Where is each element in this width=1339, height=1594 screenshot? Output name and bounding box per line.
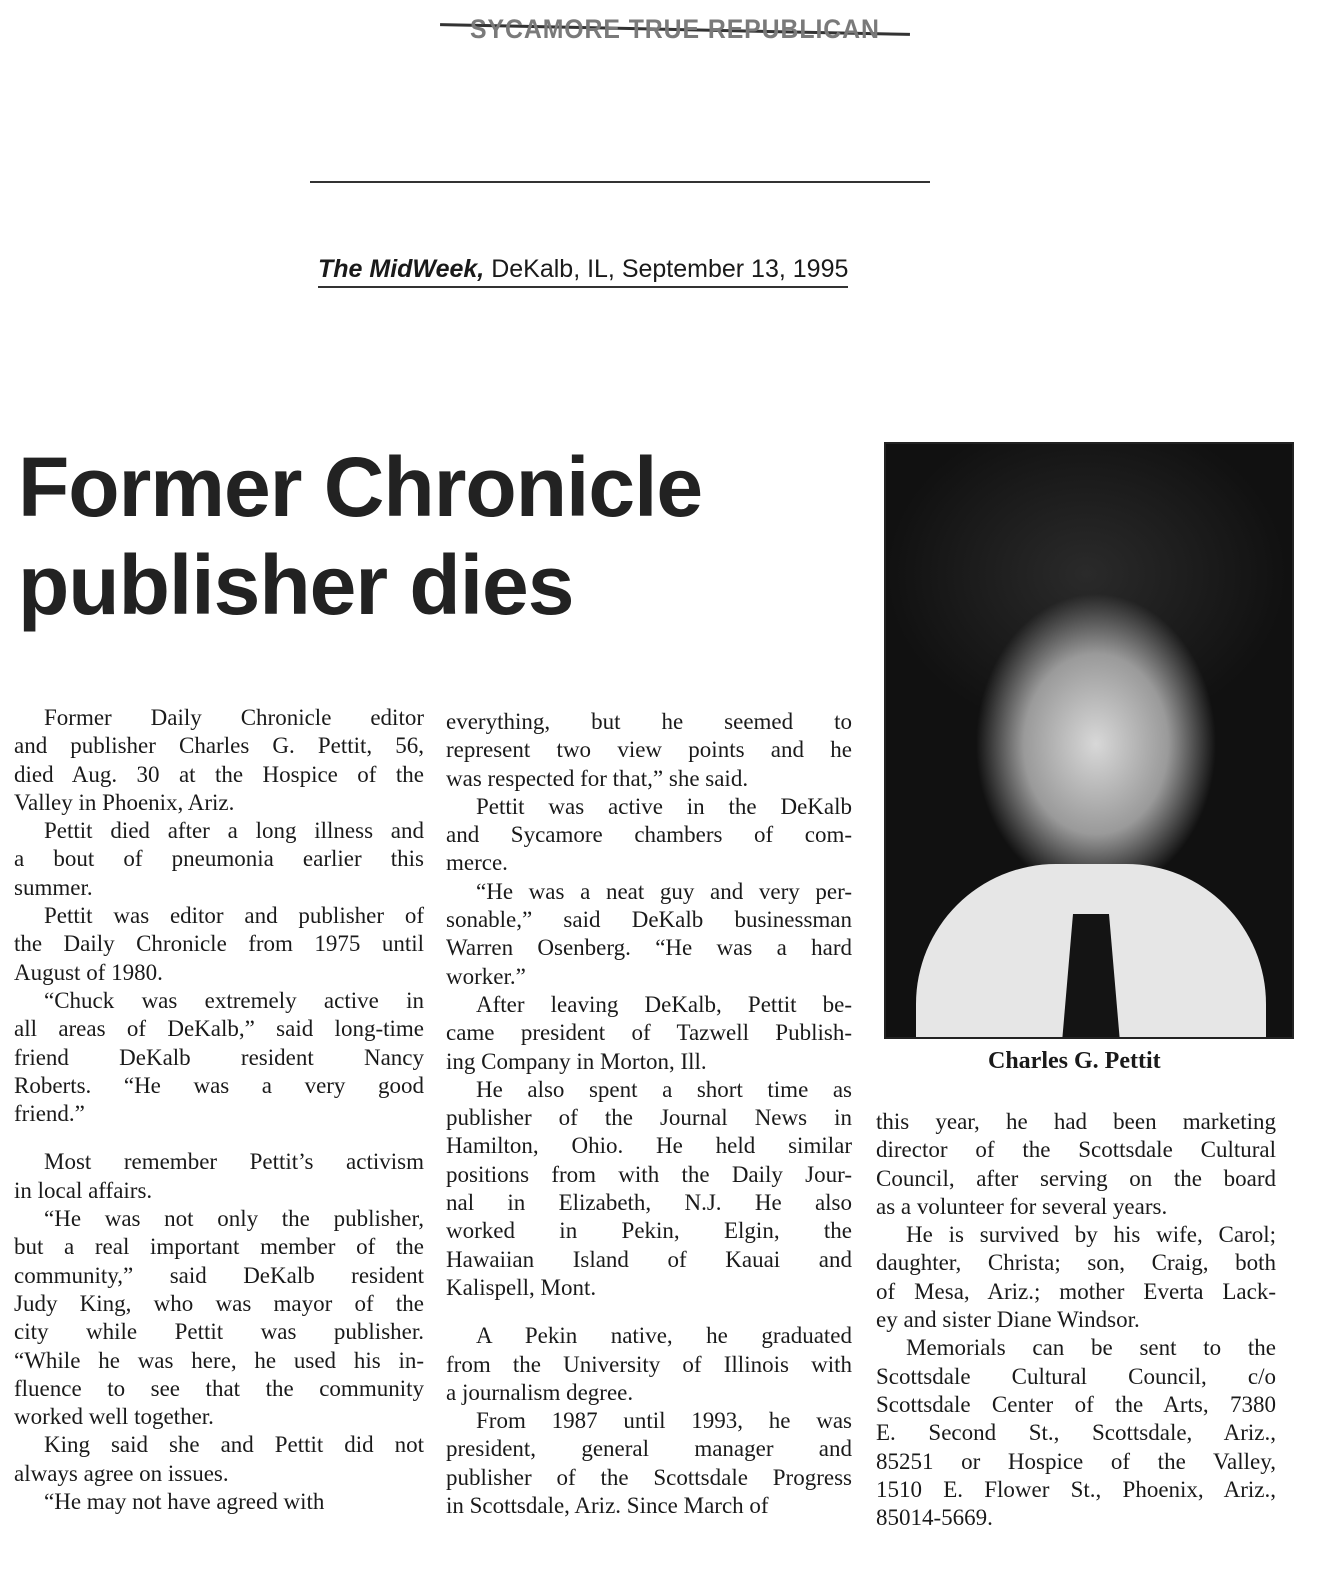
text-line: Roberts. “He was a very good	[14, 1072, 424, 1098]
paragraph	[876, 1221, 1276, 1334]
headline	[18, 438, 702, 634]
portrait-photo	[884, 442, 1294, 1039]
text-line: “He was not only the publisher,	[44, 1206, 424, 1232]
dateline-place-date: DeKalb, IL, September 13, 1995	[484, 255, 849, 283]
text-line: Scottsdale Center of the Arts, 7380	[876, 1391, 1276, 1417]
text-line: fluence to see that the community	[14, 1375, 424, 1401]
text-line: in local affairs.	[14, 1177, 153, 1203]
text-line: August of 1980.	[14, 959, 163, 985]
headline-line: Former Chronicle	[18, 440, 703, 534]
text-line: 85251 or Hospice of the Valley,	[876, 1448, 1276, 1474]
text-line: in Scottsdale, Ariz. Since March of	[446, 1493, 769, 1519]
text-line: Pettit was editor and publisher of	[44, 903, 424, 929]
paragraph	[446, 793, 852, 878]
text-line: a bout of pneumonia earlier this	[14, 846, 424, 872]
text-line: worked in Pekin, Elgin, the	[446, 1218, 852, 1244]
headline-line: publisher dies	[18, 538, 574, 632]
text-line: sonable,” said DeKalb businessman	[446, 907, 852, 933]
text-line: publisher of the Journal News in	[446, 1105, 852, 1131]
text-line: Warren Osenberg. “He was a hard	[446, 935, 852, 961]
photo-caption: Charles G. Pettit	[988, 1048, 1161, 1074]
text-line: A Pekin native, he graduated	[476, 1323, 852, 1349]
text-line: E. Second St., Scottsdale, Ariz.,	[876, 1420, 1276, 1446]
text-line: From 1987 until 1993, he was	[476, 1408, 852, 1434]
text-line: Valley in Phoenix, Ariz.	[14, 789, 235, 815]
text-line: “He may not have agreed with	[44, 1489, 325, 1515]
text-line: friend DeKalb resident Nancy	[14, 1044, 424, 1070]
text-line: city while Pettit was publisher.	[14, 1319, 424, 1345]
dateline	[318, 255, 848, 288]
publication-name: The MidWeek,	[318, 255, 485, 283]
text-line: a journalism degree.	[446, 1379, 634, 1405]
paragraph	[446, 1322, 852, 1407]
text-line: president, general manager and	[446, 1436, 852, 1462]
text-line: nal in Elizabeth, N.J. He also	[446, 1190, 852, 1216]
article-column-3	[876, 1108, 1276, 1532]
article-column-2	[446, 708, 852, 1520]
paragraph	[14, 1205, 424, 1431]
paragraph	[446, 1076, 852, 1302]
text-line: “While he was here, he used his in-	[14, 1347, 424, 1373]
text-line: ing Company in Morton, Ill.	[446, 1048, 707, 1074]
text-line: everything, but he seemed to	[446, 709, 852, 734]
text-line: community,” said DeKalb resident	[14, 1262, 424, 1288]
text-line: always agree on issues.	[14, 1460, 229, 1486]
text-line: Pettit died after a long illness and	[44, 818, 424, 844]
text-line: Kalispell, Mont.	[446, 1274, 597, 1300]
paragraph	[14, 817, 424, 902]
paragraph	[446, 878, 852, 991]
text-line: died Aug. 30 at the Hospice of the	[14, 761, 424, 787]
text-line: as a volunteer for several years.	[876, 1193, 1168, 1219]
text-line: worker.”	[446, 963, 526, 989]
text-line: Scottsdale Cultural Council, c/o	[876, 1363, 1276, 1389]
paragraph	[14, 902, 424, 987]
text-line: Hawaiian Island of Kauai and	[446, 1246, 852, 1272]
text-line: merce.	[446, 850, 508, 876]
paragraph	[14, 1488, 424, 1516]
text-line: represent two view points and he	[446, 737, 852, 763]
paragraph	[14, 1431, 424, 1488]
newspaper-stamp: SYCAMORE TRUE REPUBLICAN	[470, 14, 880, 44]
article-column-1	[14, 704, 424, 1516]
text-line: King said she and Pettit did not	[44, 1432, 424, 1458]
text-line: He is survived by his wife, Carol;	[906, 1222, 1276, 1248]
text-line: Memorials can be sent to the	[906, 1335, 1276, 1361]
text-line: came president of Tazwell Publish-	[446, 1020, 852, 1046]
text-line: “Chuck was extremely active in	[44, 987, 424, 1013]
text-line: Most remember Pettit’s activism	[44, 1149, 424, 1175]
paragraph	[14, 987, 424, 1128]
text-line: He also spent a short time as	[476, 1076, 852, 1102]
text-line: and publisher Charles G. Pettit, 56,	[14, 733, 424, 759]
text-line: worked well together.	[14, 1404, 214, 1430]
text-line: After leaving DeKalb, Pettit be-	[476, 991, 852, 1017]
text-line: Hamilton, Ohio. He held similar	[446, 1133, 852, 1159]
text-line: summer.	[14, 874, 93, 900]
paragraph	[446, 991, 852, 1076]
paragraph	[876, 1108, 1276, 1221]
text-line: from the University of Illinois with	[446, 1351, 852, 1377]
text-line: 85014-5669.	[876, 1505, 993, 1531]
paragraph	[876, 1334, 1276, 1532]
text-line: Council, after serving on the board	[876, 1165, 1276, 1191]
text-line: but a real important member of the	[14, 1234, 424, 1260]
text-line: 1510 E. Flower St., Phoenix, Ariz.,	[876, 1476, 1276, 1502]
text-line: director of the Scottsdale Cultural	[876, 1137, 1276, 1163]
text-line: Judy King, who was mayor of the	[14, 1290, 424, 1316]
text-line: and Sycamore chambers of com-	[446, 822, 852, 848]
text-line: all areas of DeKalb,” said long-time	[14, 1016, 424, 1042]
text-line: ey and sister Diane Windsor.	[876, 1307, 1140, 1333]
paragraph	[14, 704, 424, 817]
text-line: “He was a neat guy and very per-	[476, 878, 852, 904]
text-line: publisher of the Scottsdale Progress	[446, 1464, 852, 1490]
text-line: was respected for that,” she said.	[446, 765, 749, 791]
text-line: Pettit was active in the DeKalb	[476, 793, 852, 819]
paragraph	[446, 708, 852, 793]
text-line: friend.”	[14, 1101, 85, 1127]
text-line: daughter, Christa; son, Craig, both	[876, 1250, 1276, 1276]
text-line: Former Daily Chronicle editor	[44, 705, 424, 730]
divider	[310, 181, 930, 183]
paragraph	[14, 1148, 424, 1205]
paragraph	[446, 1407, 852, 1520]
text-line: of Mesa, Ariz.; mother Everta Lack-	[876, 1278, 1276, 1304]
text-line: the Daily Chronicle from 1975 until	[14, 931, 424, 957]
text-line: positions from with the Daily Jour-	[446, 1161, 852, 1187]
text-line: this year, he had been marketing	[876, 1109, 1276, 1134]
